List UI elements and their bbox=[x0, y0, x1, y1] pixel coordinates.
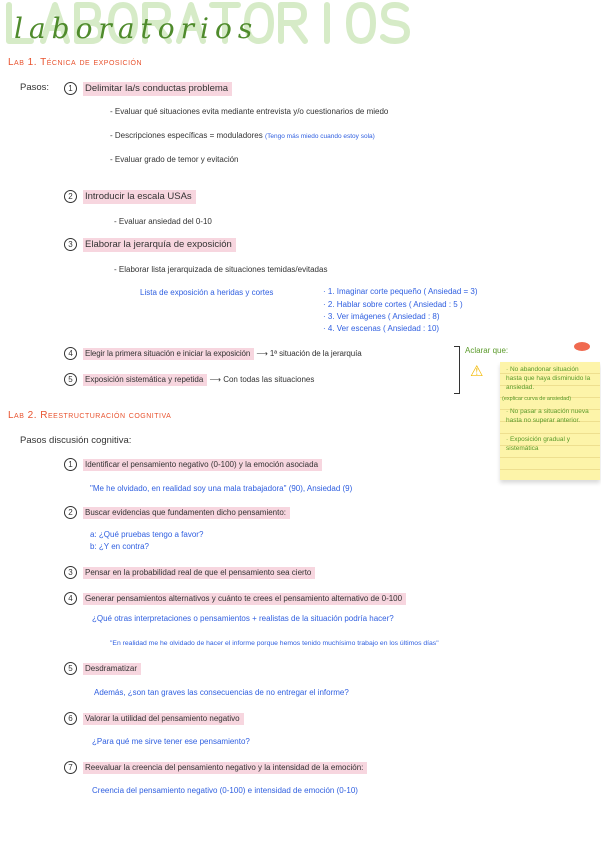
title-script: laboratorios bbox=[14, 12, 259, 45]
lab2-blue-note: b: ¿Y en contra? bbox=[90, 542, 149, 551]
lab1-sub: - Descripciones específicas = moduladores (Tengo más miedo cuando estoy sola) bbox=[110, 131, 375, 140]
lab2-step-5: 5 Desdramatizar bbox=[64, 662, 141, 675]
lab2-step-7: 7 Reevaluar la creencia del pensamiento negativo y la intensidad de la emoción: bbox=[64, 761, 367, 774]
lab1-step-3: 3 Elaborar la jerarquía de exposición bbox=[64, 238, 236, 251]
exposure-list-item: · 1. Imaginar corte pequeño ( Ansiedad = 3) bbox=[323, 287, 478, 296]
lab2-blue-note: ¿Qué otras interpretaciones o pensamientos + realistas de la situación podría hacer? bbox=[92, 614, 394, 623]
lab1-step-4: 4 Elegir la primera situación e iniciar la exposición ⟶ 1ª situación de la jerarquía bbox=[64, 347, 362, 360]
lab2-heading: Lab 2. Reestructuración cognitiva bbox=[8, 410, 172, 421]
note-item: · No pasar a situación nueva hasta no superar anterior. bbox=[506, 408, 589, 424]
lab2-blue-note: "Me he olvidado, en realidad soy una mala trabajadora" (90), Ansiedad (9) bbox=[90, 484, 353, 493]
exposure-list-item: · 2. Hablar sobre cortes ( Ansiedad : 5 ) bbox=[323, 300, 463, 309]
lab2-step-4: 4 Generar pensamientos alternativos y cuánto te crees el pensamiento alternativo de 0-100 bbox=[64, 592, 406, 605]
bracket bbox=[454, 346, 460, 394]
lab1-sub: - Evaluar ansiedad del 0-10 bbox=[114, 217, 212, 226]
note-item: · No abandonar situación hasta que haya disminuido la ansiedad. bbox=[506, 366, 591, 391]
note-item: · Exposición gradual y sistemática bbox=[506, 436, 570, 452]
exposure-list-item: · 4. Ver escenas ( Ansiedad : 10) bbox=[323, 324, 440, 333]
lab2-blue-note: Creencia del pensamiento negativo (0-100) e intensidad de emoción (0-10) bbox=[92, 786, 358, 795]
shrimp-icon bbox=[574, 342, 590, 351]
lab1-heading: Lab 1. Técnica de exposición bbox=[8, 57, 143, 68]
warning-icon: ⚠ bbox=[470, 363, 484, 380]
lab1-step-1: 1 Delimitar la/s conductas problema bbox=[64, 82, 232, 95]
lab2-blue-note: ¿Para qué me sirve tener ese pensamiento? bbox=[92, 737, 250, 746]
lab2-blue-note: Además, ¿son tan graves las consecuencias de no entregar el informe? bbox=[94, 688, 349, 697]
exposure-list-label: Lista de exposición a heridas y cortes bbox=[140, 288, 274, 297]
watermark-letter bbox=[281, 5, 305, 41]
lab1-step-5: 5 Exposición sistemática y repetida ⟶ Con todas las situaciones bbox=[64, 373, 314, 386]
sticky-note bbox=[500, 362, 600, 480]
lab1-sub: - Evaluar qué situaciones evita mediante entrevista y/o cuestionarios de miedo bbox=[110, 107, 389, 116]
lab1-sub: - Elaborar lista jerarquizada de situaciones temidas/evitadas bbox=[114, 265, 328, 274]
lab2-step-3: 3 Pensar en la probabilidad real de que el pensamiento sea cierto bbox=[64, 566, 315, 579]
aclarar-label: Aclarar que: bbox=[465, 346, 509, 355]
exposure-list-item: · 3. Ver imágenes ( Ansiedad : 8) bbox=[323, 312, 440, 321]
lab2-step-1: 1 Identificar el pensamiento negativo (0-100) y la emoción asociada bbox=[64, 458, 322, 471]
pasos-label: Pasos: bbox=[20, 82, 50, 93]
lab2-blue-note: "En realidad me he olvidado de hacer el informe porque hemos tenido muchísimo trabajo en los últimos días" bbox=[110, 640, 439, 647]
watermark-letter bbox=[383, 5, 407, 41]
watermark-letter bbox=[349, 5, 373, 41]
pasos-label: Pasos discusión cognitiva: bbox=[20, 435, 132, 446]
lab1-step-2: 2 Introducir la escala USAs bbox=[64, 190, 196, 203]
lab2-step-6: 6 Valorar la utilidad del pensamiento negativo bbox=[64, 712, 244, 725]
lab2-blue-note: a: ¿Qué pruebas tengo a favor? bbox=[90, 530, 204, 539]
lab2-step-2: 2 Buscar evidencias que fundamenten dicho pensamiento: bbox=[64, 506, 290, 519]
note-item: (explicar curva de ansiedad) bbox=[502, 396, 572, 402]
lab1-sub: - Evaluar grado de temor y evitación bbox=[110, 155, 239, 164]
